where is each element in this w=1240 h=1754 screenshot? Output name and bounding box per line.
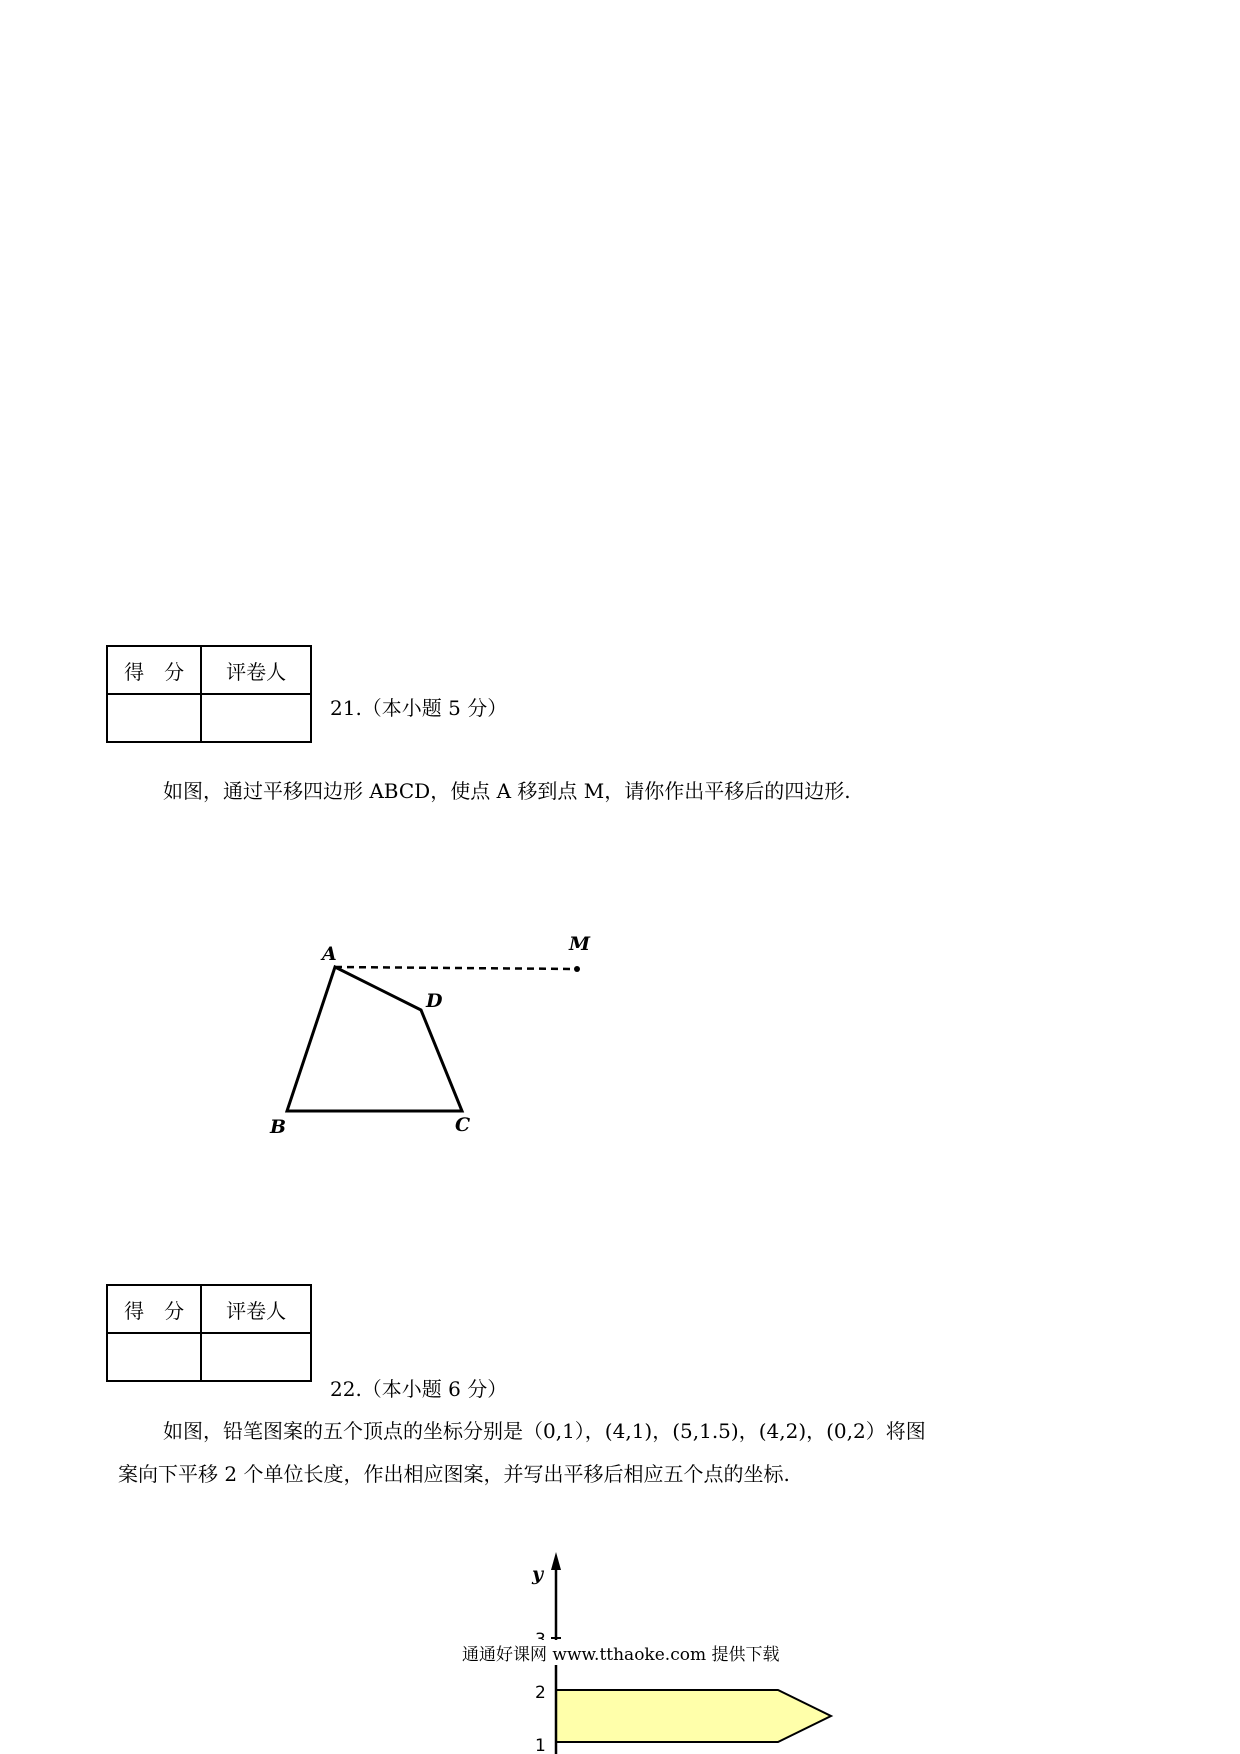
pencil-shape (556, 1690, 831, 1742)
label-a: A (322, 943, 337, 965)
grader-label: 评卷人 (201, 646, 311, 694)
translation-dashed-line (335, 967, 577, 969)
point-m-dot (574, 966, 580, 972)
score-cell[interactable] (107, 1333, 201, 1381)
q21-text: 如图，通过平移四边形 ABCD，使点 A 移到点 M，请你作出平移后的四边形. (163, 779, 851, 803)
tick-label-2: 2 (535, 1683, 546, 1703)
tick-label-1: 1 (535, 1736, 546, 1754)
y-axis-arrow (551, 1552, 561, 1570)
label-c: C (455, 1114, 471, 1136)
q22-text-line2: 案向下平移 2 个单位长度，作出相应图案，并写出平移后相应五个点的坐标. (118, 1462, 790, 1486)
score-table-q22 (106, 1284, 312, 1382)
score-label: 得 分 (107, 646, 201, 694)
score-label: 得 分 (107, 1285, 201, 1333)
label-d: D (426, 990, 443, 1012)
label-b: B (270, 1116, 287, 1138)
grader-cell[interactable] (201, 1333, 311, 1381)
quadrilateral-abcd (287, 967, 462, 1111)
y-axis-label: y (532, 1563, 544, 1585)
footer-source: 通通好课网 www.tthaoke.com 提供下载 (460, 1640, 781, 1665)
score-table-q21 (106, 645, 312, 743)
grader-cell[interactable] (201, 694, 311, 742)
grader-label: 评卷人 (201, 1285, 311, 1333)
score-cell[interactable] (107, 694, 201, 742)
q22-heading: 22.（本小题 6 分） (330, 1377, 508, 1401)
q22-text-line1: 如图，铅笔图案的五个顶点的坐标分别是（0,1），(4,1)，(5,1.5)，(4,2)，(0,2）将图 (163, 1419, 926, 1443)
q21-heading: 21.（本小题 5 分） (330, 696, 508, 720)
label-m: M (569, 933, 591, 955)
